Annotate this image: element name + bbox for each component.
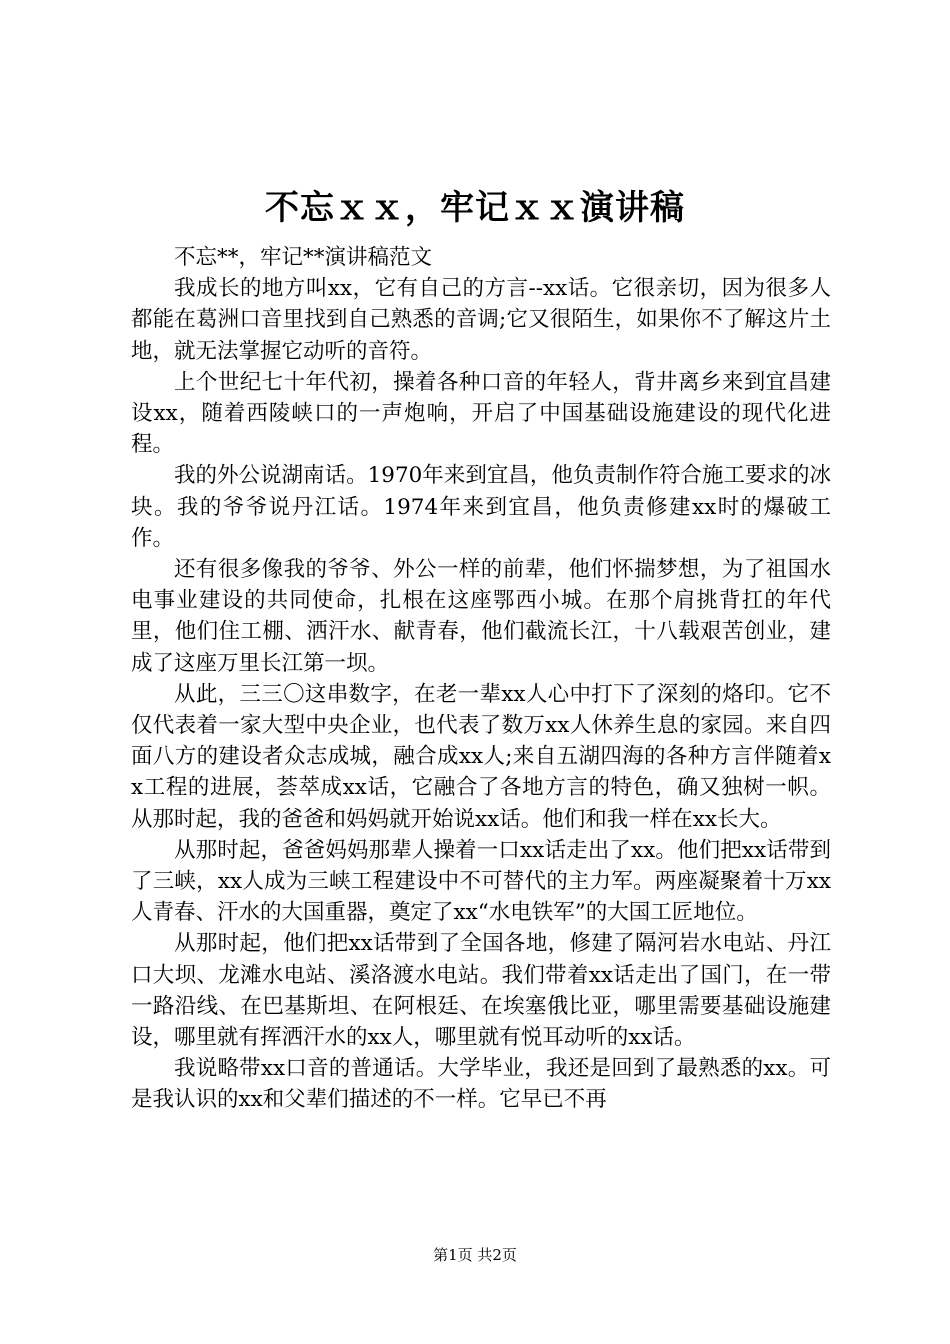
paragraph-subtitle: 不忘**，牢记**演讲稿范文 xyxy=(174,245,433,270)
paragraph: 上个世纪七十年代初，操着各种口音的年轻人，背井离乡来到宜昌建设xx，随着西陵峡口的一声炮响，开启了中国基础设施建设的现代化进程。 xyxy=(131,369,831,458)
document-title: 不忘ｘｘ，牢记ｘｘ演讲稿 xyxy=(265,188,685,228)
paragraph: 我的外公说湖南话。1970年来到宜昌，他负责制作符合施工要求的冰块。我的爷爷说丹江话。1974年来到宜昌，他负责修建xx时的爆破工作。 xyxy=(131,463,831,551)
paragraph: 从那时起，他们把xx话带到了全国各地，修建了隔河岩水电站、丹江口大坝、龙滩水电站、溪洛渡水电站。我们带着xx话走出了国门，在一带一路沿线、在巴基斯坦、在阿根廷、在埃塞俄比亚，哪里需要基础设施建设，哪里就有挥洒汗水的xx人，哪里就有悦耳动听的xx话。 xyxy=(131,931,831,1051)
paragraph: 我说略带xx口音的普通话。大学毕业，我还是回到了最熟悉的xx。可是我认识的xx和父辈们描述的不一样。它早已不再 xyxy=(131,1056,831,1113)
paragraph: 还有很多像我的爷爷、外公一样的前辈，他们怀揣梦想，为了祖国水电事业建设的共同使命，扎根在这座鄂西小城。在那个肩挑背扛的年代里，他们住工棚、洒汗水、献青春，他们截流长江，十八载艰苦创业，建成了这座万里长江第一坝。 xyxy=(131,557,831,676)
page-footer: 第1页 共2页 xyxy=(433,1246,517,1264)
paragraph: 我成长的地方叫xx，它有自己的方言--xx话。它很亲切，因为很多人都能在葛洲口音里找到自己熟悉的音调;它又很陌生，如果你不了解这片土地，就无法掌握它动听的音符。 xyxy=(131,276,831,364)
paragraph: 从那时起，爸爸妈妈那辈人操着一口xx话走出了xx。他们把xx话带到了三峡，xx人成为三峡工程建设中不可替代的主力军。两座凝聚着十万xx人青春、汗水的大国重器，奠定了xx“水电铁军”的大国工匠地位。 xyxy=(131,837,831,926)
document-body xyxy=(131,242,831,1116)
paragraph: 从此，三三〇这串数字，在老一辈xx人心中打下了深刻的烙印。它不仅代表着一家大型中央企业，也代表了数万xx人休养生息的家园。来自四面八方的建设者众志成城，融合成xx人;来自五湖四海的各种方言伴随着xx工程的进展，荟萃成xx话，它融合了各地方言的特色，确又独树一帜。从那时起，我的爸爸和妈妈就开始说xx话。他们和我一样在xx长大。 xyxy=(131,681,831,832)
